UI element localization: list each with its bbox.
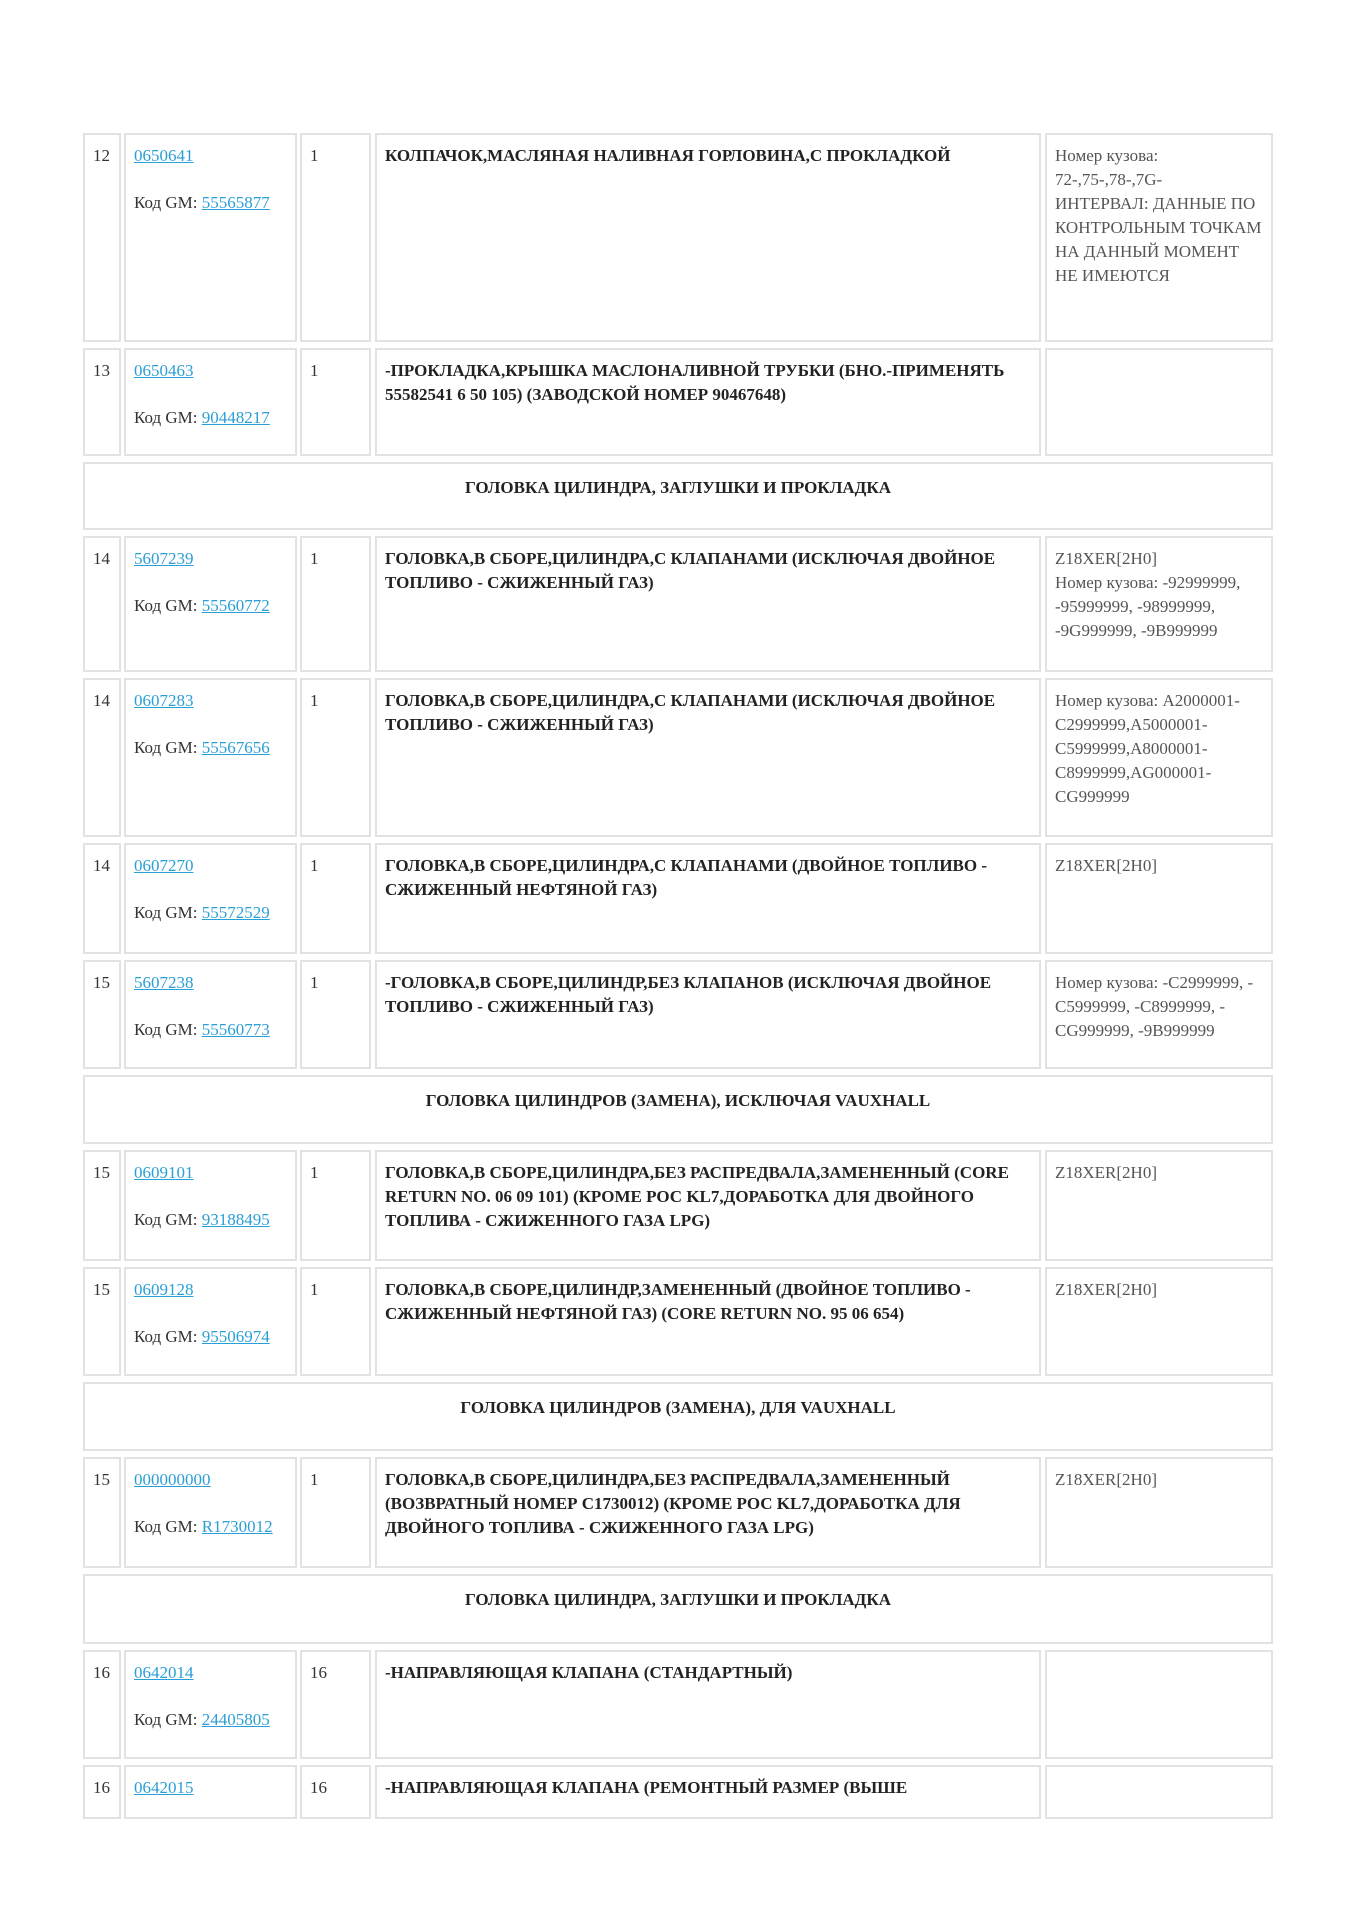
note-line: Z18XER[2H0]: [1055, 1470, 1157, 1489]
item-number: 16: [83, 1765, 121, 1819]
part-number-link[interactable]: 0607283: [134, 691, 194, 710]
section-title: ГОЛОВКА ЦИЛИНДРА, ЗАГЛУШКИ И ПРОКЛАДКА: [83, 462, 1273, 530]
gm-code-link[interactable]: 55560772: [201, 596, 270, 615]
gm-code-link[interactable]: 93188495: [201, 1210, 270, 1229]
note-line: Z18XER[2H0]: [1055, 1163, 1157, 1182]
gm-code-link[interactable]: 55572529: [201, 903, 270, 922]
section-header-row: [0, 462, 1358, 530]
part-number-line: [134, 1468, 287, 1492]
part-number-link[interactable]: 5607238: [134, 973, 194, 992]
item-number: 15: [83, 960, 121, 1069]
notes-cell: [1045, 843, 1273, 954]
part-number-line: [134, 971, 287, 995]
notes-cell: [1045, 960, 1273, 1069]
section-title: ГОЛОВКА ЦИЛИНДРОВ (ЗАМЕНА), ДЛЯ VAUXHALL: [83, 1382, 1273, 1451]
quantity: 1: [300, 1457, 371, 1568]
part-number-link[interactable]: 000000000: [134, 1470, 211, 1489]
quantity: 1: [300, 960, 371, 1069]
quantity: 1: [300, 348, 371, 456]
table-row: [0, 1457, 1358, 1568]
gm-code-link[interactable]: R1730012: [201, 1517, 273, 1536]
notes-cell: [1045, 1267, 1273, 1376]
gm-code-line: [134, 1325, 287, 1349]
gm-code-label: Код GM:: [134, 596, 202, 615]
part-number-line: [134, 689, 287, 713]
part-description: ГОЛОВКА,В СБОРЕ,ЦИЛИНДРА,С КЛАПАНАМИ (ДВОЙНОЕ ТОПЛИВО - СЖИЖЕННЫЙ НЕФТЯНОЙ ГАЗ): [375, 843, 1041, 954]
gm-code-label: Код GM:: [134, 903, 202, 922]
table-row: [0, 843, 1358, 954]
part-number-link[interactable]: 0650463: [134, 361, 194, 380]
part-number-link[interactable]: 0607270: [134, 856, 194, 875]
part-description: ГОЛОВКА,В СБОРЕ,ЦИЛИНДРА,С КЛАПАНАМИ (ИСКЛЮЧАЯ ДВОЙНОЕ ТОПЛИВО - СЖИЖЕННЫЙ ГАЗ): [375, 536, 1041, 672]
note-line: Номер кузова: 72-,75-,78-,7G-: [1055, 146, 1163, 189]
part-description: -ГОЛОВКА,В СБОРЕ,ЦИЛИНДР,БЕЗ КЛАПАНОВ (ИСКЛЮЧАЯ ДВОЙНОЕ ТОПЛИВО - СЖИЖЕННЫЙ ГАЗ): [375, 960, 1041, 1069]
section-title: ГОЛОВКА ЦИЛИНДРОВ (ЗАМЕНА), ИСКЛЮЧАЯ VAUXHALL: [83, 1075, 1273, 1144]
note-line: Z18XER[2H0]: [1055, 549, 1157, 568]
gm-code-line: [134, 1018, 287, 1042]
section-header-row: [0, 1075, 1358, 1144]
part-cell: [124, 1650, 297, 1759]
gm-code-link[interactable]: 24405805: [201, 1710, 270, 1729]
part-number-line: [134, 359, 287, 383]
table-row: [0, 1150, 1358, 1261]
part-cell: [124, 678, 297, 837]
item-number: 13: [83, 348, 121, 456]
section-title: ГОЛОВКА ЦИЛИНДРА, ЗАГЛУШКИ И ПРОКЛАДКА: [83, 1574, 1273, 1644]
table-row: [0, 536, 1358, 672]
quantity: 1: [300, 678, 371, 837]
gm-code-line: [134, 901, 287, 925]
gm-code-link[interactable]: 90448217: [201, 408, 270, 427]
item-number: 15: [83, 1267, 121, 1376]
part-number-link[interactable]: 0642014: [134, 1663, 194, 1682]
table-row: [0, 960, 1358, 1069]
item-number: 14: [83, 678, 121, 837]
note-line: Z18XER[2H0]: [1055, 1280, 1157, 1299]
part-description: -НАПРАВЛЯЮЩАЯ КЛАПАНА (СТАНДАРТНЫЙ): [375, 1650, 1041, 1759]
gm-code-line: [134, 1708, 287, 1732]
part-cell: [124, 536, 297, 672]
notes-cell: [1045, 678, 1273, 837]
notes-cell: [1045, 1150, 1273, 1261]
part-cell: [124, 133, 297, 342]
gm-code-label: Код GM:: [134, 193, 202, 212]
part-number-line: [134, 1278, 287, 1302]
table-row: [0, 1650, 1358, 1759]
item-number: 15: [83, 1150, 121, 1261]
part-number-line: [134, 854, 287, 878]
gm-code-label: Код GM:: [134, 1327, 202, 1346]
note-line: Номер кузова: A2000001-C2999999,A5000001-C5999999,A8000001-C8999999,AG000001-CG999999: [1055, 691, 1240, 806]
section-header-row: [0, 1382, 1358, 1451]
item-number: 15: [83, 1457, 121, 1568]
part-description: ГОЛОВКА,В СБОРЕ,ЦИЛИНДРА,БЕЗ РАСПРЕДВАЛА,ЗАМЕНЕННЫЙ (ВОЗВРАТНЫЙ НОМЕР C1730012) (КРОМЕ РОС KL7,ДОРАБОТКА ДЛЯ ДВОЙНОГО ТОПЛИВА - СЖИЖЕННОГО ГАЗА LPG): [375, 1457, 1041, 1568]
gm-code-label: Код GM:: [134, 1210, 202, 1229]
part-number-link[interactable]: 0609128: [134, 1280, 194, 1299]
quantity: 1: [300, 536, 371, 672]
gm-code-link[interactable]: 55560773: [201, 1020, 270, 1039]
note-line: Номер кузова: -C2999999, -C5999999, -C8999999, -CG999999, -9B999999: [1055, 973, 1254, 1040]
part-description: ГОЛОВКА,В СБОРЕ,ЦИЛИНДРА,БЕЗ РАСПРЕДВАЛА,ЗАМЕНЕННЫЙ (CORE RETURN NO. 06 09 101) (КРОМЕ РОС KL7,ДОРАБОТКА ДЛЯ ДВОЙНОГО ТОПЛИВА - СЖИЖЕННОГО ГАЗА LPG): [375, 1150, 1041, 1261]
table-row: [0, 678, 1358, 837]
quantity: 16: [300, 1765, 371, 1819]
part-description: КОЛПАЧОК,МАСЛЯНАЯ НАЛИВНАЯ ГОРЛОВИНА,С ПРОКЛАДКОЙ: [375, 133, 1041, 342]
gm-code-label: Код GM:: [134, 1020, 202, 1039]
gm-code-label: Код GM:: [134, 408, 202, 427]
table-row: [0, 348, 1358, 456]
gm-code-label: Код GM:: [134, 1517, 202, 1536]
quantity: 1: [300, 1150, 371, 1261]
gm-code-line: [134, 736, 287, 760]
notes-cell: [1045, 133, 1273, 342]
part-number-line: [134, 547, 287, 571]
part-number-line: [134, 1776, 287, 1800]
item-number: 12: [83, 133, 121, 342]
gm-code-link[interactable]: 55567656: [201, 738, 270, 757]
section-header-row: [0, 1574, 1358, 1644]
note-line: Номер кузова: -92999999, -95999999, -98999999, -9G999999, -9B999999: [1055, 573, 1241, 640]
gm-code-line: [134, 594, 287, 618]
part-description: ГОЛОВКА,В СБОРЕ,ЦИЛИНДР,ЗАМЕНЕННЫЙ (ДВОЙНОЕ ТОПЛИВО - СЖИЖЕННЫЙ НЕФТЯНОЙ ГАЗ) (CORE RETURN NO. 95 06 654): [375, 1267, 1041, 1376]
gm-code-label: Код GM:: [134, 1710, 202, 1729]
gm-code-link[interactable]: 95506974: [201, 1327, 270, 1346]
notes-cell: [1045, 536, 1273, 672]
part-number-line: [134, 1161, 287, 1185]
notes-cell: [1045, 1457, 1273, 1568]
gm-code-link[interactable]: 55565877: [201, 193, 270, 212]
part-number-link[interactable]: 0609101: [134, 1163, 194, 1182]
gm-code-line: [134, 1515, 287, 1539]
item-number: 16: [83, 1650, 121, 1759]
quantity: 1: [300, 843, 371, 954]
part-number-link[interactable]: 0642015: [134, 1778, 194, 1797]
part-cell: [124, 348, 297, 456]
gm-code-line: [134, 191, 287, 215]
quantity: 1: [300, 1267, 371, 1376]
part-description: -ПРОКЛАДКА,КРЫШКА МАСЛОНАЛИВНОЙ ТРУБКИ (БНО.-ПРИМЕНЯТЬ 55582541 6 50 105) (ЗАВОДСКОЙ НОМЕР 90467648): [375, 348, 1041, 456]
part-description: -НАПРАВЛЯЮЩАЯ КЛАПАНА (РЕМОНТНЫЙ РАЗМЕР (ВЫШЕ: [375, 1765, 1041, 1819]
part-number-link[interactable]: 5607239: [134, 549, 194, 568]
table-row: [0, 1765, 1358, 1819]
part-number-line: [134, 144, 287, 168]
gm-code-line: [134, 1208, 287, 1232]
table-row: [0, 1267, 1358, 1376]
notes-cell: [1045, 1650, 1273, 1759]
notes-cell: [1045, 348, 1273, 456]
part-description: ГОЛОВКА,В СБОРЕ,ЦИЛИНДРА,С КЛАПАНАМИ (ИСКЛЮЧАЯ ДВОЙНОЕ ТОПЛИВО - СЖИЖЕННЫЙ ГАЗ): [375, 678, 1041, 837]
part-cell: [124, 843, 297, 954]
item-number: 14: [83, 843, 121, 954]
gm-code-label: Код GM:: [134, 738, 202, 757]
part-cell: [124, 1150, 297, 1261]
quantity: 1: [300, 133, 371, 342]
part-cell: [124, 960, 297, 1069]
table-row: [0, 133, 1358, 342]
part-number-line: [134, 1661, 287, 1685]
note-line: Z18XER[2H0]: [1055, 856, 1157, 875]
part-cell: [124, 1267, 297, 1376]
note-line: ИНТЕРВАЛ: ДАННЫЕ ПО КОНТРОЛЬНЫМ ТОЧКАМ НА ДАННЫЙ МОМЕНТ НЕ ИМЕЮТСЯ: [1055, 194, 1262, 285]
notes-cell: [1045, 1765, 1273, 1819]
item-number: 14: [83, 536, 121, 672]
quantity: 16: [300, 1650, 371, 1759]
part-cell: [124, 1457, 297, 1568]
part-cell: [124, 1765, 297, 1819]
part-number-link[interactable]: 0650641: [134, 146, 194, 165]
gm-code-line: [134, 406, 287, 430]
